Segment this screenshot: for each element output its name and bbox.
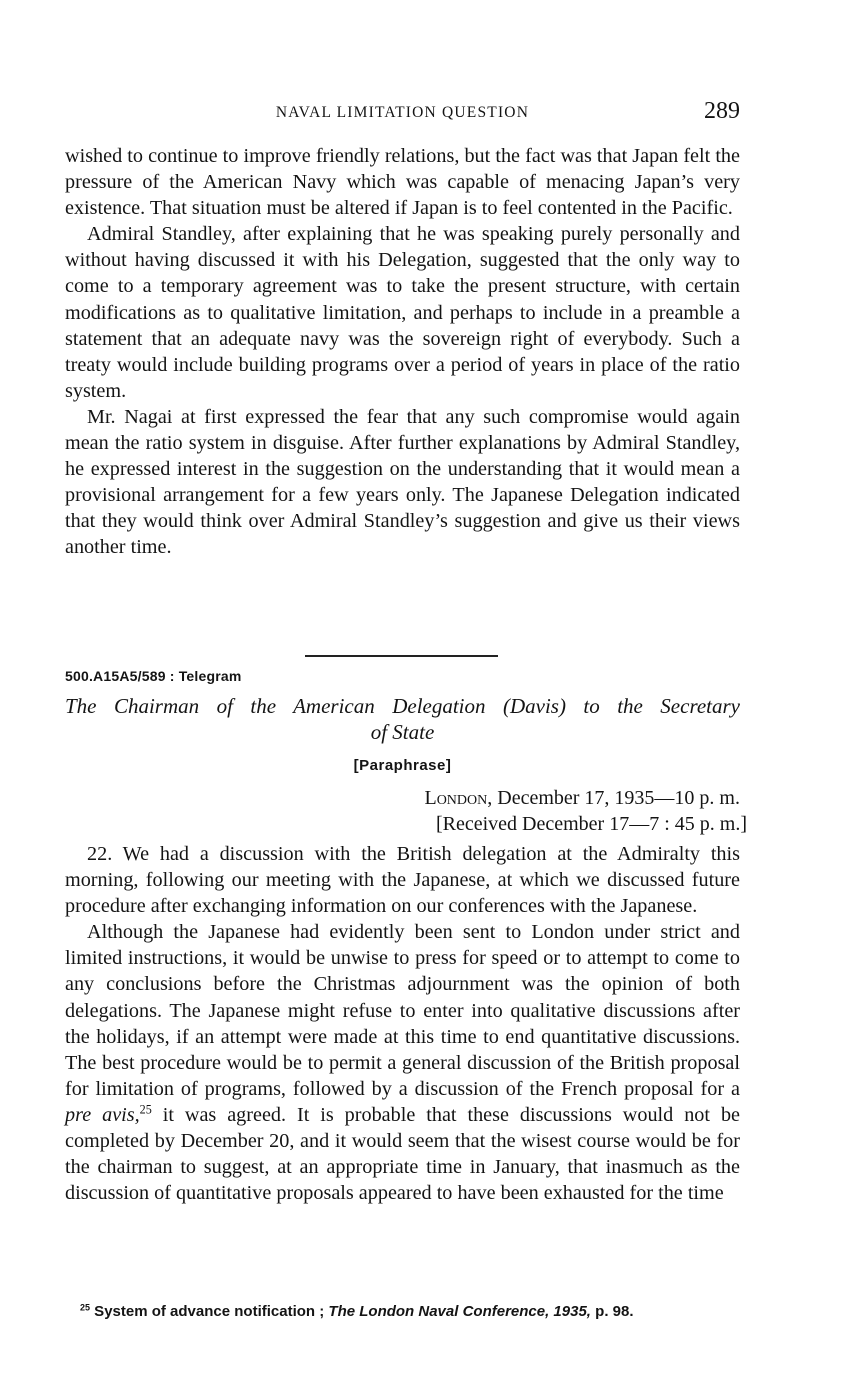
top-text-block bbox=[65, 143, 740, 561]
telegram-p2-text: Although the Japanese had evidently been sent to London under strict and limited instructions, it would be unwise to press for speed or to attempt to come to any conclusions before the Christmas adjournment was the opinion of both delegations. The Japanese might refuse to enter into qualitative discussions after the holidays, if an attempt were made at this time to end quantitative discussions. The best procedure would be to permit a general discussion of the British proposal for limitation of programs, followed by a discussion of the French proposal for a bbox=[65, 921, 740, 1100]
file-reference: 500.A15A5/589 : Telegram bbox=[65, 668, 242, 684]
footnote-text: System of advance notification ; bbox=[90, 1303, 329, 1320]
dateline-city: London bbox=[424, 787, 488, 809]
document-title-line2: of State bbox=[370, 720, 435, 744]
section-divider bbox=[305, 655, 498, 657]
dateline-date: , December 17, 1935—10 p. m. bbox=[487, 787, 740, 809]
document-title bbox=[65, 693, 740, 745]
footnote-source-title: The London Naval Conference, 1935, bbox=[328, 1303, 591, 1320]
paraphrase-label: [Paraphrase] bbox=[353, 757, 452, 774]
running-title: NAVAL LIMITATION QUESTION bbox=[275, 104, 530, 121]
footnote bbox=[80, 1303, 634, 1320]
paragraph-standley: Admiral Standley, after explaining that he was speaking purely personally and without having discussed it with his Delegation, suggested that the only way to come to a temporary agreement was to take the present structure, with certain modifications as to qualitative limitation, and perhaps to include in a preamble a statement that an adequate navy was the sovereign right of everybody. Such a treaty would include building programs over a period of years in place of the ratio system. bbox=[65, 223, 740, 402]
document-title-line1: The Chairman of the American Delegation (Davis) to the Secretary bbox=[65, 694, 740, 718]
paragraph-continuation: wished to continue to improve friendly relations, but the fact was that Japan felt the pressure of the American Navy which was capable of menacing Japan’s very existence. That situation must be altered if Japan is to feel contented in the Pacific. bbox=[65, 145, 740, 220]
paragraph-nagai: Mr. Nagai at first expressed the fear that any such compromise would again mean the ratio system in disguise. After further explanations by Admiral Standley, he expressed interest in the suggestion on the understanding that it would mean a provisional arrangement for a few years only. The Japanese Delegation indicated that they would think over Admiral Standley’s suggestion and give us their views another time. bbox=[65, 405, 740, 559]
running-header bbox=[65, 98, 740, 128]
footnote-reference[interactable]: 25 bbox=[139, 1102, 152, 1117]
footnote-mark: 25 bbox=[80, 1302, 91, 1313]
received-line: [Received December 17—7 : 45 p. m.] bbox=[435, 813, 747, 835]
telegram-p2-rest: it was agreed. It is probable that these discussions would not be completed by December 20, and it would seem that the wisest course would be for the chairman to suggest, at an appropriate time in January, that inasmuch as the discussion of quantitative proposals appeared to have been exhausted for the time bbox=[65, 1103, 740, 1205]
telegram-paragraph-22: 22. We had a discussion with the British delegation at the Admiralty this morning, following our meeting with the Japanese, at which we discussed future procedure after exchanging information on our conferences with the Japanese. bbox=[65, 843, 740, 918]
footnote-page: p. 98. bbox=[590, 1303, 634, 1320]
telegram-paragraph-2 bbox=[65, 919, 740, 1206]
page-number: 289 bbox=[704, 98, 740, 124]
telegram-p2-italic: pre avis, bbox=[65, 1103, 140, 1126]
telegram-text-block bbox=[65, 841, 740, 1206]
dateline bbox=[424, 787, 740, 810]
